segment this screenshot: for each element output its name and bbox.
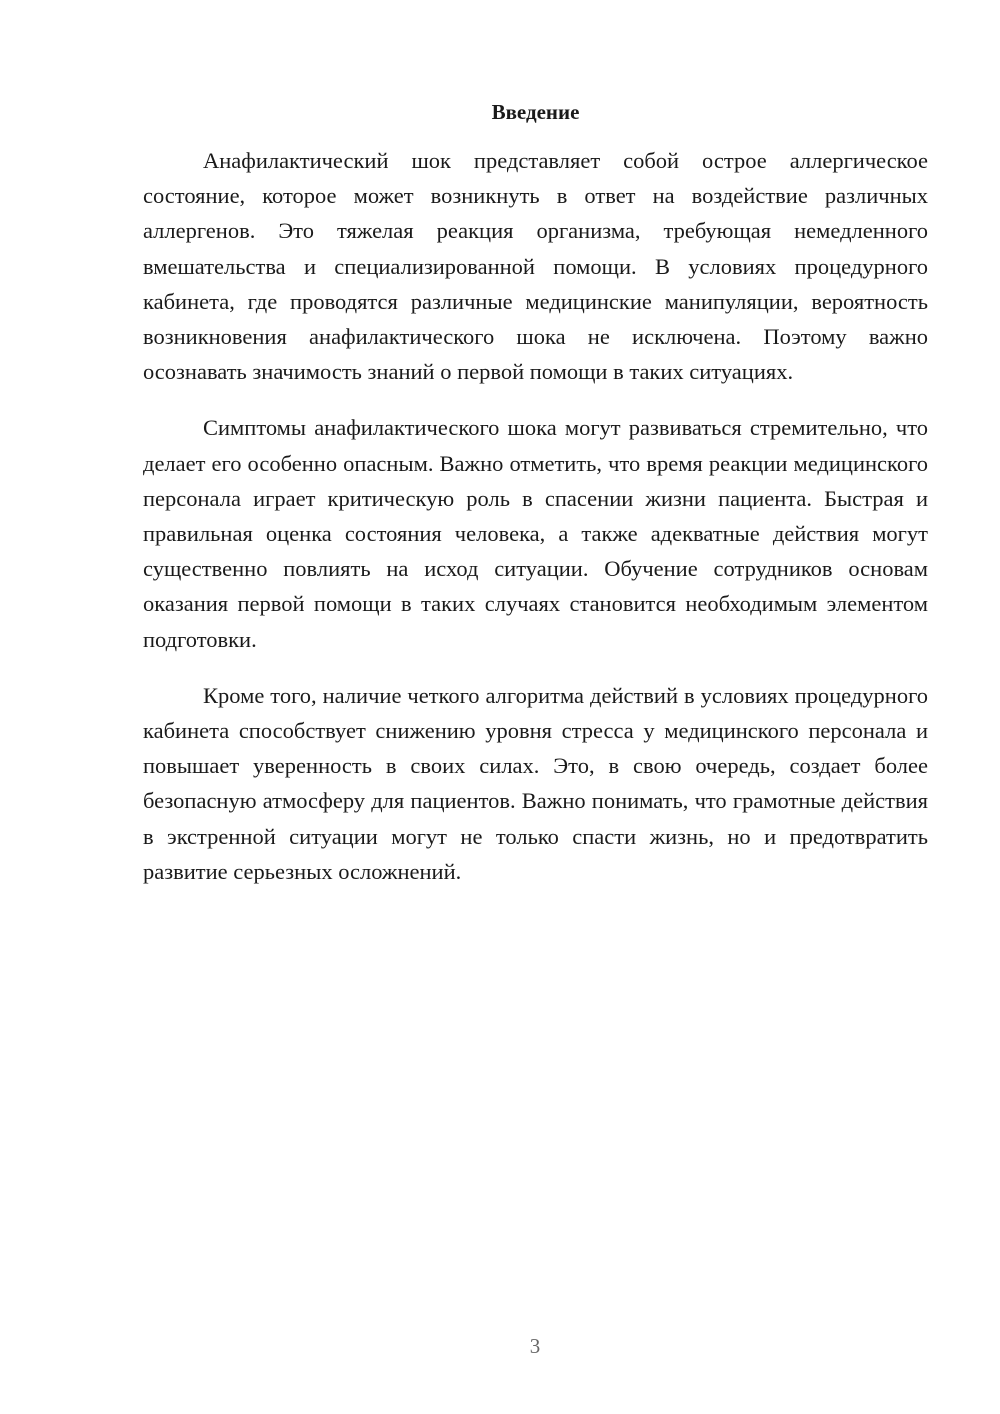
paragraph-3: Кроме того, наличие четкого алгоритма действий в условиях процедурного кабинета способствует снижению уровня стресса у медицинского персонала и повышает уверенность в своих силах. Это, в свою очередь, создает более безопасную атмосферу для пациентов. Важно понимать, что грамотные действия в экстренной ситуации могут не только спасти жизнь, но и предотвратить развитие серьезных осложнений.: [143, 682, 928, 884]
body-text: [143, 143, 928, 910]
section-heading: Введение: [491, 100, 580, 124]
page-number: 3: [529, 1334, 541, 1358]
paragraph-2: Симптомы анафилактического шока могут развиваться стремительно, что делает его особенно опасным. Важно отметить, что время реакции медицинского персонала играет критическую роль в спасении жизни пациента. Быстрая и правильная оценка состояния человека, а также адекватные действия могут существенно повлиять на исход ситуации. Обучение сотрудников основам оказания первой помощи в таких случаях становится необходимым элементом подготовки.: [143, 415, 928, 652]
paragraph-1: Анафилактический шок представляет собой острое аллергическое состояние, которое может возникнуть в ответ на воздействие различных аллергенов. Это тяжелая реакция организма, требующая немедленного вмешательства и специализированной помощи. В условиях процедурного кабинета, где проводятся различные медицинские манипуляции, вероятность возникновения анафилактического шока не исключена. Поэтому важно осознавать значимость знаний о первой помощи в таких ситуациях.: [143, 148, 928, 385]
